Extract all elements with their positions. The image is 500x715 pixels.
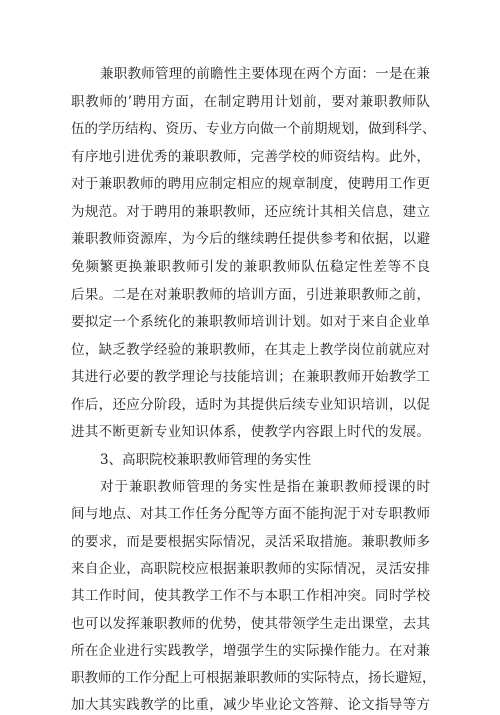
paragraph-2-line-3: 的要求，而是要根据实际情况，灵活采取措施。兼职教师多 — [71, 533, 430, 550]
paragraph-1-line-6: 为规范。对于聘用的兼职教师，还应统计其相关信息，建立 — [71, 204, 430, 220]
paragraph-2-line-5: 其工作时间，使其教学工作不与本职工作相冲突。同时学校 — [71, 588, 430, 605]
paragraph-2-line-7: 所在企业进行实践教学，增强学生的实际操作能力。在对兼 — [71, 642, 430, 659]
paragraph-1-line-5: 对于兼职教师的聘用应制定相应的规章制度，使聘用工作更 — [71, 176, 430, 192]
section-heading: 3、高职院校兼职教师管理的务实性 — [100, 452, 312, 468]
paragraph-1-line-3: 伍的学历结构、资历、专业方向做一个前期规划，做到科学、 — [71, 121, 436, 137]
paragraph-1-line-12: 其进行必要的教学理论与技能培训；在兼职教师开始教学工 — [71, 369, 430, 385]
paragraph-2-line-2: 间与地点、对其工作任务分配等方面不能拘泥于对专职教师 — [71, 506, 430, 523]
paragraph-1-line-8: 免频繁更换兼职教师引发的兼职教师队伍稳定性差等不良 — [71, 259, 430, 275]
paragraph-2-line-1: 对于兼职教师管理的务实性是指在兼职教师授课的时 — [100, 479, 430, 495]
paragraph-1-line-10: 要拟定一个系统化的兼职教师培训计划。如对于来自企业单 — [71, 314, 430, 330]
paragraph-1-line-4: 有序地引进优秀的兼职教师，完善学校的师资结构。此外， — [71, 149, 430, 165]
paragraph-2-line-4: 来自企业，高职院校应根据兼职教师的实际情况，灵活安排 — [71, 560, 430, 577]
paragraph-2-line-6: 也可以发挥兼职教师的优势，使其带领学生走出课堂，去其 — [71, 615, 430, 632]
paragraph-1-line-7: 兼职教师资源库，为今后的继续聘任提供参考和依据，以避 — [71, 231, 430, 247]
paragraph-1-line-14: 进其不断更新专业知识体系，使教学内容跟上时代的发展。 — [71, 424, 430, 440]
paragraph-1-line-9: 后果。二是在对兼职教师的培训方面，引进兼职教师之前， — [71, 287, 430, 303]
paragraph-1-line-1: 兼职教师管理的前瞻性主要体现在两个方面：一是在兼 — [100, 66, 430, 82]
paragraph-2-line-9: 加大其实践教学的比重，减少毕业论文答辩、论文指导等方 — [71, 697, 430, 714]
paragraph-1-line-11: 位，缺乏教学经验的兼职教师，在其走上教学岗位前就应对 — [71, 342, 430, 358]
paragraph-2-line-8: 职教师的工作分配上可根据兼职教师的实际特点，扬长避短， — [71, 670, 436, 687]
paragraph-1-line-13: 作后，还应分阶段，适时为其提供后续专业知识培训，以促 — [71, 397, 430, 413]
paragraph-1-line-2: 职教师的’聘用方面，在制定聘用计划前，要对兼职教师队 — [71, 94, 430, 110]
